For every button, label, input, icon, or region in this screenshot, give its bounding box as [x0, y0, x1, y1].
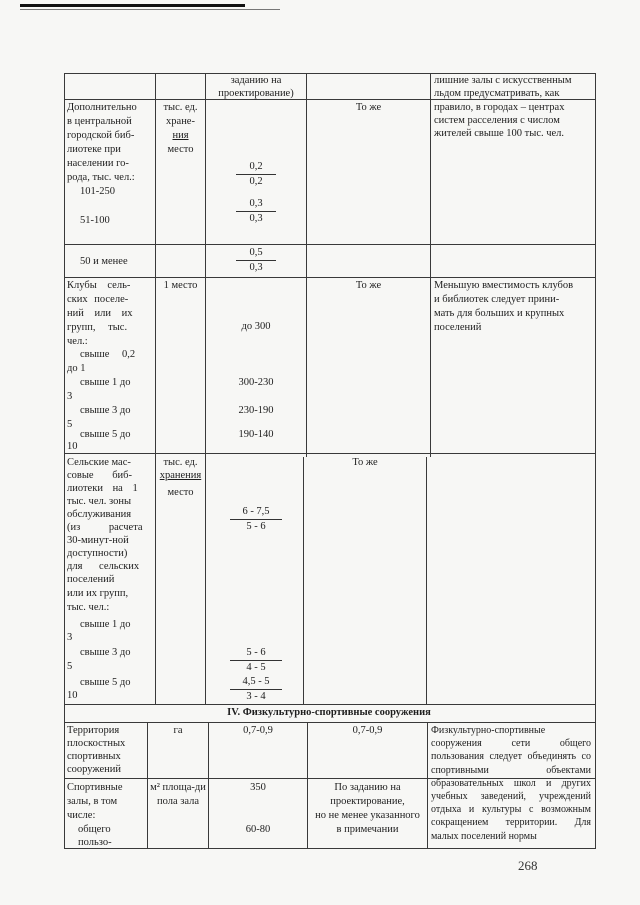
row-line-5: [64, 704, 596, 705]
col-line-4b: [426, 457, 427, 704]
clubs-same: То же: [355, 280, 382, 291]
lib-name-4: лиотеке при: [67, 144, 121, 155]
clubs-name-4: групп, тыс.: [67, 322, 128, 333]
clubs-row-4-label-b: 10: [67, 441, 78, 452]
lib-row-1-label: 101-250: [80, 186, 115, 197]
clubs-row-1-value: до 300: [241, 321, 271, 332]
terr-note: Физкультурно-спортивные сооружения сети общего пользования следует объединять со спортивными объектами образовательных школ и других учебных заведений, учреждений отдыха и культуры с возможным сокращением территории. Для малых поселений нормы: [431, 725, 591, 842]
clubs-name-3: ний или их: [67, 308, 133, 319]
cont-c5-line-5: жителей свыше 100 тыс. чел.: [434, 128, 565, 139]
section-4-title: IV. Физкультурно-спортивные сооружения: [227, 707, 431, 718]
page-number: 268: [518, 858, 538, 873]
rural-unit-3: место: [167, 487, 194, 498]
halls-name-2: залы, в том: [67, 796, 118, 807]
lib-row-3-num: 0,5: [236, 246, 276, 261]
rural-row-2-den: 4 - 5: [246, 662, 266, 673]
halls-name-3: числе:: [67, 810, 96, 821]
row-line-4: [64, 453, 596, 454]
clubs-unit: 1 место: [163, 280, 198, 291]
rural-row-3-label-a: свыше 5 до: [80, 677, 131, 688]
rural-name-7: 30-минут-ной: [67, 535, 129, 546]
halls-value-2-line-1: По заданию на: [334, 782, 401, 793]
clubs-row-4-label-a: свыше 5 до: [80, 429, 131, 440]
rural-row-3-label-b: 10: [67, 690, 78, 701]
rural-name-9: для сельских: [67, 561, 140, 572]
terr-value-2: 0,7-0,9: [352, 725, 383, 736]
rural-unit-2: хранения: [159, 470, 202, 481]
clubs-row-4-value: 190-140: [238, 429, 274, 440]
clubs-row-2-label-a: свыше 1 до: [80, 377, 131, 388]
rural-row-1-num: 6 - 7,5: [230, 505, 282, 520]
halls-value-2-line-2: проектирование,: [330, 796, 405, 807]
col-line-4: [430, 73, 431, 457]
rural-name-2: совые биб-: [67, 470, 133, 481]
row-line-2: [64, 244, 596, 245]
rural-name-3: лиотеки на 1: [67, 483, 138, 494]
rural-name-10: поселений: [67, 574, 115, 585]
rural-name-1: Сельские мас-: [67, 457, 131, 468]
lib-row-3-den: 0,3: [249, 262, 263, 273]
clubs-row-3-value: 230-190: [238, 405, 274, 416]
lib-row-1-fraction: [236, 160, 276, 189]
lib-row-3-fraction: [236, 246, 276, 275]
lib-name-1: Дополнительно: [67, 102, 137, 113]
clubs-name-1: Клубы сель-: [67, 280, 131, 291]
lib-row-2-den: 0,3: [249, 213, 263, 224]
row-line-8: [64, 848, 596, 849]
cont-c5-line-2: льдом предусматривать, как: [434, 88, 560, 99]
rural-name-12: тыс. чел.:: [67, 602, 110, 613]
halls-value-2-line-4: в примечании: [336, 824, 399, 835]
halls-name-5: пользо-: [78, 837, 112, 848]
lib-unit-1: тыс. ед.: [163, 102, 198, 113]
cont-c3-line-2: проектирование): [218, 88, 294, 99]
rural-row-1-den: 5 - 6: [246, 521, 266, 532]
rural-row-3-num: 4,5 - 5: [230, 675, 282, 690]
clubs-name-5: чел.:: [67, 336, 88, 347]
terr-name-1: Территория: [67, 725, 120, 736]
lib-name-6: рода, тыс. чел.:: [67, 172, 135, 183]
lib-same: То же: [355, 102, 382, 113]
col-line-5: [595, 73, 596, 849]
rural-name-6: (из расчета: [67, 522, 143, 533]
cont-c5-line-4: систем расселения с числом: [434, 115, 560, 126]
lib-name-2: в центральной: [67, 116, 132, 127]
col-line-1: [155, 73, 156, 704]
rural-row-2-label-b: 5: [67, 661, 73, 672]
halls-value-2-line-3: но не менее указанного: [315, 810, 420, 821]
clubs-note-3: мать для больших и крупных: [434, 308, 565, 319]
clubs-name-2: ских поселе-: [67, 294, 129, 305]
halls-name-1: Спортивные: [67, 782, 123, 793]
terr-name-2: плоскостных: [67, 738, 126, 749]
rural-same: То же: [352, 457, 378, 468]
lib-row-2-label: 51-100: [80, 215, 110, 226]
lib-row-2-fraction: [236, 197, 276, 226]
row-line-6: [64, 722, 596, 723]
lib-row-2-num: 0,3: [236, 197, 276, 212]
rural-row-1-label-a: свыше 1 до: [80, 619, 131, 630]
lib-unit-3: ния: [172, 130, 189, 141]
cont-c3-line-1: заданию на: [230, 75, 282, 86]
row-line-3: [64, 277, 596, 278]
rural-row-3-den: 3 - 4: [246, 691, 266, 702]
clubs-row-1-label-b: до 1: [67, 363, 86, 374]
lib-name-3: городской биб-: [67, 130, 135, 141]
clubs-note-2: и библиотек следует прини-: [434, 294, 560, 305]
cont-c5-line-1: лишние залы с искусственным: [434, 75, 572, 86]
clubs-note-1: Меньшую вместимость клубов: [434, 280, 574, 291]
rural-row-2-label-a: свыше 3 до: [80, 647, 131, 658]
clubs-row-2-value: 300-230: [238, 377, 274, 388]
top-rule: [20, 4, 245, 7]
halls-unit-1: м² площа-ди: [150, 782, 206, 793]
lib-unit-2: хране-: [166, 116, 195, 127]
rural-row-1-label-b: 3: [67, 632, 73, 643]
lib-row-1-num: 0,2: [236, 160, 276, 175]
lib-unit-4: место: [167, 144, 194, 155]
top-rule-thin: [20, 9, 280, 10]
terr-value-1: 0,7-0,9: [243, 725, 273, 736]
rural-row-1-fraction: [230, 505, 282, 534]
terr-name-4: сооружений: [67, 764, 122, 775]
rural-row-2-fraction: [230, 646, 282, 675]
lib-row-3-label: 50 и менее: [80, 256, 128, 267]
clubs-row-2-label-b: 3: [67, 391, 73, 402]
halls-value-1: 350: [250, 782, 266, 793]
col-line-3: [306, 73, 307, 457]
lib-name-5: населении го-: [67, 158, 129, 169]
halls-value-1b: 60-80: [245, 824, 271, 835]
clubs-note-4: поселений: [434, 322, 482, 333]
halls-name-4: общего: [78, 824, 111, 835]
col-line-3b: [303, 457, 304, 704]
rural-name-8: доступности): [67, 548, 128, 559]
col-line-0: [64, 73, 65, 849]
rural-row-2-num: 5 - 6: [230, 646, 282, 661]
terr-unit: га: [173, 725, 183, 736]
cont-c5-line-3: правило, в городах – центрах: [434, 102, 565, 113]
rural-name-11: или их групп,: [67, 588, 129, 599]
clubs-row-3-label-a: свыше 3 до: [80, 405, 131, 416]
clubs-row-3-label-b: 5: [67, 419, 73, 430]
clubs-row-1-label-a: свыше 0,2: [80, 349, 136, 360]
rural-row-3-fraction: [230, 675, 282, 704]
rural-name-5: обслуживания: [67, 509, 132, 520]
terr-name-3: спортивных: [67, 751, 121, 762]
rural-unit-1: тыс. ед.: [163, 457, 198, 468]
rural-name-4: тыс. чел. зоны: [67, 496, 131, 507]
lib-row-1-den: 0,2: [249, 176, 263, 187]
halls-unit-2: пола зала: [156, 796, 200, 807]
col-line-4c: [427, 722, 428, 849]
